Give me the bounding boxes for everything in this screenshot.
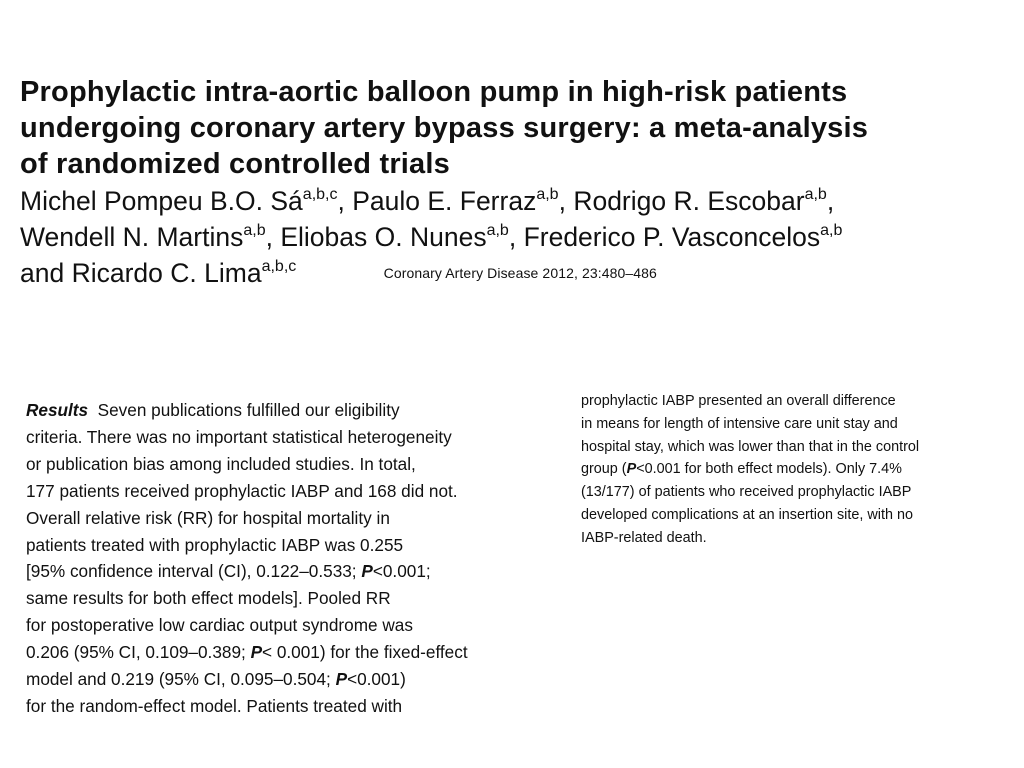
author-name: Paulo E. Ferraz (352, 186, 537, 216)
text-line: prophylactic IABP presented an overall difference (581, 393, 896, 409)
text-line: in means for length of intensive care unit stay and (581, 415, 898, 432)
text-line: developed complications at an insertion site, with no (581, 506, 913, 523)
title-line: undergoing coronary artery bypass surgery: a meta-analysis (20, 112, 869, 144)
text-line: criteria. There was no important statistical heterogeneity (26, 426, 452, 447)
author-name: Wendell N. Martins (20, 222, 244, 252)
author-line: Michel Pompeu B.O. Sá$^{a,b,c}$, Paulo E. Ferraz$^{a,b}$, Rodrigo R. Escobar$^{a,b}$, (20, 186, 835, 216)
author-conjunction: and (20, 258, 65, 288)
text-line: IABP-related death. (581, 529, 707, 546)
text-line: Overall relative risk (RR) for hospital mortality in (26, 507, 390, 528)
text-line: or publication bias among included studies. In total, (26, 453, 416, 474)
author-affiliation: a,b (804, 186, 827, 203)
text-line: patients treated with prophylactic IABP was 0.255 (26, 534, 404, 555)
text-line: (13/177) of patients who received prophylactic IABP (581, 484, 912, 501)
author-affiliation: a,b (243, 222, 266, 239)
text-line: hospital stay, which was lower than that in the control (581, 438, 920, 455)
results-left-column (26, 397, 586, 720)
text-line: 177 patients received prophylactic IABP and 168 did not. (26, 480, 458, 501)
text-line: 0.206 (95% CI, 0.109–0.389; P< 0.001) for the fixed-effect (26, 642, 468, 663)
author-affiliation: a,b (536, 186, 559, 203)
text-line: group (P<0.001 for both effect models). Only 7.4% (581, 461, 902, 478)
title-line: Prophylactic intra-aortic balloon pump in high-risk patients (20, 76, 848, 108)
journal-citation: Coronary Artery Disease 2012, 23:480–486 (383, 265, 657, 281)
text-line: Results Seven publications fulfilled our eligibility (26, 400, 400, 420)
text-line: for the random-effect model. Patients treated with (26, 695, 403, 716)
author-name: Michel Pompeu B.O. Sá (20, 186, 303, 216)
text-line: [95% confidence interval (CI), 0.122–0.533; P<0.001; (26, 561, 431, 582)
author-name: Ricardo C. Lima (71, 258, 262, 288)
author-line: Wendell N. Martins$^{a,b}$, Eliobas O. Nunes$^{a,b}$, Frederico P. Vasconcelos$^{a,b}$ (20, 222, 843, 252)
title-line: of randomized controlled trials (20, 148, 450, 180)
paper-title (20, 74, 1010, 182)
results-right-column (581, 390, 1021, 550)
author-affiliation: a,b,c (261, 258, 297, 275)
author-affiliation: a,b (486, 222, 509, 239)
results-heading: Results (26, 400, 89, 420)
author-name: Eliobas O. Nunes (280, 222, 487, 252)
author-affiliation: a,b,c (302, 186, 338, 203)
author-name: Frederico P. Vasconcelos (523, 222, 821, 252)
author-name: Rodrigo R. Escobar (573, 186, 805, 216)
text-line: same results for both effect models]. Pooled RR (26, 588, 391, 609)
text-line: model and 0.219 (95% CI, 0.095–0.504; P<0.001) (26, 669, 406, 690)
author-line (20, 255, 1010, 291)
text-line: for postoperative low cardiac output syndrome was (26, 615, 413, 636)
author-affiliation: a,b (820, 222, 843, 239)
author-list (20, 183, 1010, 291)
